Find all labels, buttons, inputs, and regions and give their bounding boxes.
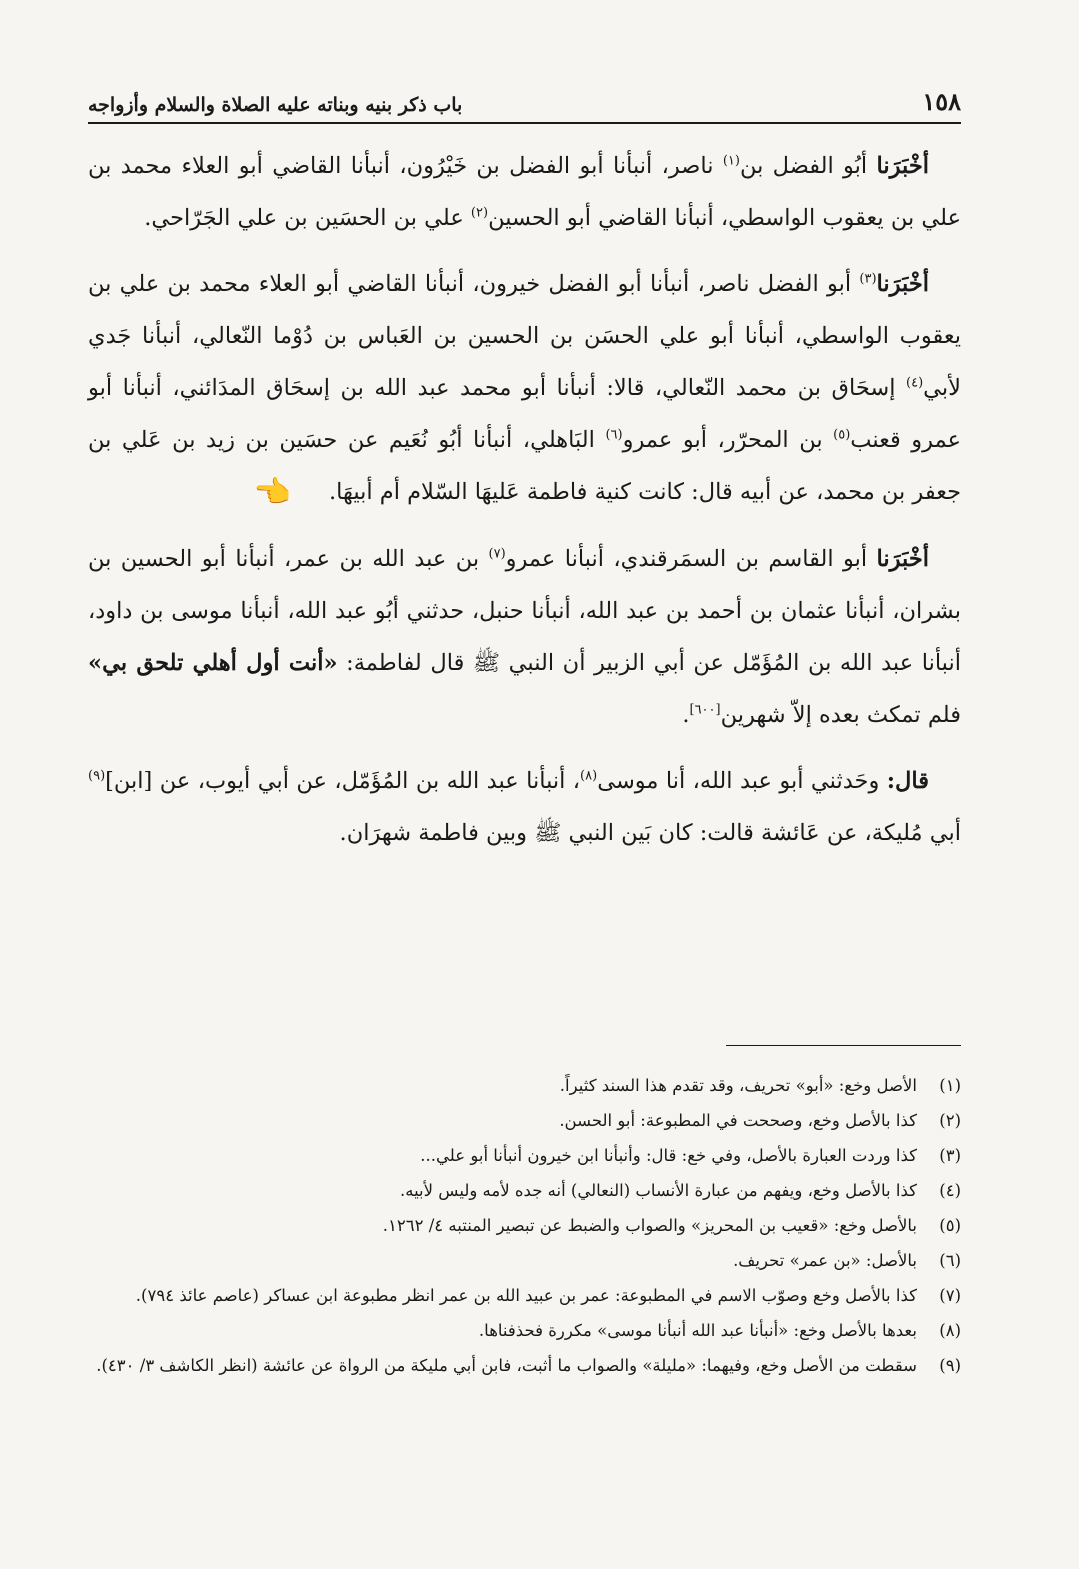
- text-segment: أبو القاسم بن السمَرقندي، أنبأنا عمرو: [505, 546, 877, 572]
- footnote-number: (٨): [939, 1321, 961, 1340]
- text-segment: البَاهلي، أنبأنا أبُو نُعَيم عن حسَين بن زيد بن عَلي بن جعفر بن محمد، عن أبيه قال: كانت كنية فاطمة عَليهَا السّلام أم أبيهَا.: [88, 427, 961, 505]
- footnote-ref: (٢): [470, 205, 489, 221]
- footnote-text: كذا بالأصل وخع، ويفهم من عبارة الأنساب (النعالي) أنه جده لأمه وليس لأبيه.: [399, 1181, 917, 1200]
- footnotes: [88, 1068, 961, 1383]
- footnote-ref: (٩): [88, 768, 106, 784]
- footnote-number: (١): [939, 1076, 961, 1095]
- paragraph-lead: قال:: [886, 768, 929, 794]
- footnote-number: (٤): [939, 1181, 961, 1200]
- text-segment: فلم تمكث بعده إلاّ شهرين: [720, 702, 961, 728]
- footnote: [88, 1173, 961, 1208]
- text-segment: إسحَاق بن محمد النّعالي، قالا: أنبأنا أبو محمد عبد الله بن إسحَاق المدَائني، أنبأنا أبو عمرو قعنب: [88, 375, 962, 453]
- footnote-text: كذا بالأصل وخع، وصححت في المطبوعة: أبو الحسن.: [559, 1111, 917, 1130]
- footnote-number: (٦): [939, 1251, 961, 1270]
- paragraph-2: [88, 258, 961, 519]
- text-segment: علي بن الحسَين بن علي الجَرّاحي.: [144, 205, 471, 231]
- main-text: [88, 140, 961, 873]
- footnote-ref: (٦): [605, 427, 623, 443]
- hadith-quote: «أنت أول أهلي تلحق بي»: [88, 650, 338, 676]
- text-segment: .: [682, 702, 690, 728]
- footnote-number: (٥): [939, 1216, 961, 1235]
- footnote-number: (٩): [939, 1356, 961, 1375]
- pointing-hand-icon: 👈: [253, 475, 291, 510]
- running-title: باب ذكر بنيه وبناته عليه الصلاة والسلام وأزواجه: [88, 94, 463, 116]
- footnote-text: الأصل وخع: «أبو» تحريف، وقد تقدم هذا السند كثيراً.: [559, 1076, 917, 1095]
- footnote-text: بالأصل وخع: «قعيب بن المحريز» والصواب والضبط عن تبصير المنتبه ٤/ ١٢٦٢.: [382, 1216, 917, 1235]
- paragraph-1: [88, 140, 961, 244]
- footnote-number: (٣): [939, 1146, 961, 1165]
- footnote-number: (٢): [939, 1111, 961, 1130]
- text-segment: أبو الفضل ناصر، أنبأنا أبو الفضل خيرون، أنبأنا القاضي أبو العلاء محمد بن علي بن يعقوب الواسطي، أنبأنا أبو علي الحسَن بن الحسين بن العَباس بن دُوْما النّعالي، أنبأنا جَدي لأبي: [88, 271, 961, 401]
- footnote-ref: (٤): [906, 375, 924, 391]
- paragraph-lead: أخْبَرَنا: [876, 546, 929, 572]
- footnote: [88, 1278, 961, 1313]
- page-number: ١٥٨: [922, 87, 961, 116]
- footnote: [88, 1313, 961, 1348]
- footnote: [88, 1208, 961, 1243]
- footnote-ref: (٣): [859, 271, 877, 287]
- footnote: [88, 1243, 961, 1278]
- paragraph-lead: أخْبَرَنا: [876, 153, 929, 179]
- text-segment: بن عبد الله بن عمر، أنبأنا أبو الحسين بن بشران، أنبأنا عثمان بن أحمد بن عبد الله، أنبأنا حنبل، حدثني أبُو عبد الله، أنبأنا موسى بن داود، أنبأنا عبد الله بن المُؤَمّل عن أبي الزبير أن النبي ﷺ قال لفاطمة:: [88, 546, 961, 676]
- footnote: [88, 1348, 961, 1383]
- text-segment: ، أنبأنا عبد الله بن المُؤَمّل، عن أبي أيوب، عن [ابن]: [105, 768, 581, 794]
- footnote: [88, 1138, 961, 1173]
- paragraph-lead: أخْبَرَنا: [876, 271, 929, 297]
- footnote-ref: (٧): [488, 546, 506, 562]
- text-segment: وحَدثني أبو عبد الله، أنا موسى: [597, 768, 887, 794]
- footnote-number: (٧): [939, 1286, 961, 1305]
- text-segment: أبي مُليكة، عن عَائشة قالت: كان بَين النبي ﷺ وبين فاطمة شهرَان.: [339, 820, 961, 846]
- footnote-text: كذا بالأصل وخع وصوّب الاسم في المطبوعة: عمر بن عبيد الله بن عمر انظر مطبوعة ابن عساكر (عاصم عائذ ٧٩٤).: [135, 1286, 917, 1305]
- footnote: [88, 1103, 961, 1138]
- page-header: [88, 70, 961, 124]
- footnote-ref: (٨): [580, 768, 598, 784]
- paragraph-3: [88, 533, 961, 741]
- footnote-divider: [726, 1045, 961, 1046]
- text-segment: بن المحرّر، أبو عمرو: [622, 427, 834, 453]
- text-segment: أبُو الفضل بن: [739, 153, 877, 179]
- paragraph-4: [88, 755, 961, 859]
- footnote-text: كذا وردت العبارة بالأصل، وفي خع: قال: وأنبأنا ابن خيرون أنبأنا أبو علي...: [420, 1146, 917, 1165]
- footnote-ref: (٥): [833, 427, 851, 443]
- footnote: [88, 1068, 961, 1103]
- footnote-text: بعدها بالأصل وخع: «أنبأنا عبد الله أنبأنا موسى» مكررة فحذفناها.: [478, 1321, 917, 1340]
- footnote-text: بالأصل: «بن عمر» تحريف.: [733, 1251, 917, 1270]
- footnote-text: سقطت من الأصل وخع، وفيهما: «مليلة» والصواب ما أثبت، فابن أبي مليكة من الرواة عن عائشة (انظر الكاشف ٣/ ٤٣٠).: [96, 1356, 917, 1375]
- text-segment: ناصر، أنبأنا أبو الفضل بن خَيْرُون، أنبأنا القاضي أبو العلاء محمد بن علي بن يعقوب الواسطي، أنبأنا القاضي أبو الحسين: [88, 153, 961, 231]
- footnote-ref: (١): [722, 153, 740, 169]
- hadith-number: [٦٠٠]: [689, 702, 721, 718]
